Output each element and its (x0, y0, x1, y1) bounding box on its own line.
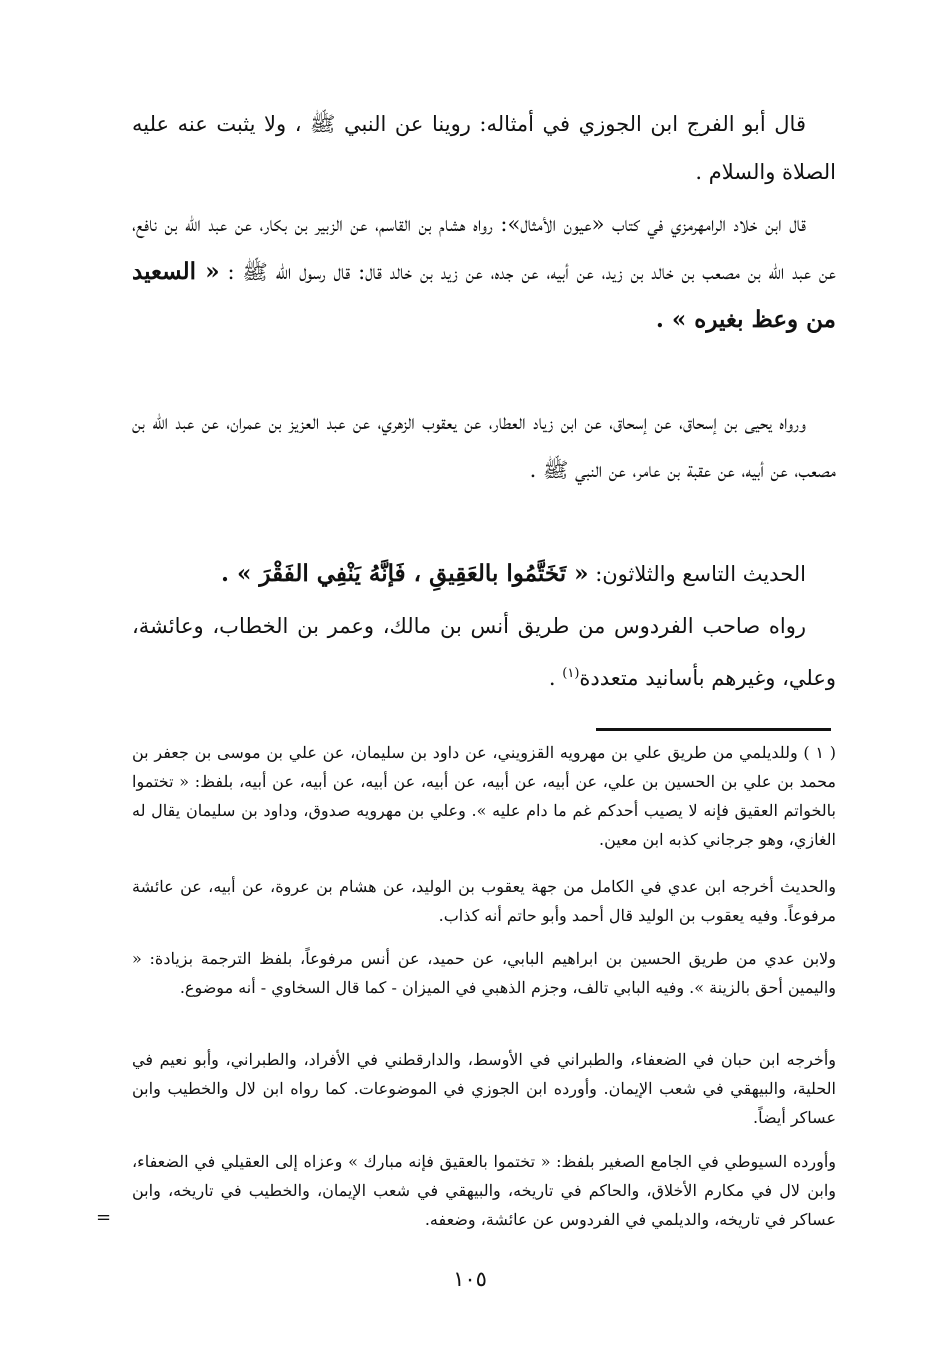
paragraph-1: قال أبو الفرج ابن الجوزي في أمثاله: روينا عن النبي ﷺ ، ولا يثبت عنه عليه الصلاة والسلام . (132, 112, 836, 184)
paragraph-3: ورواه يحيى بن إسحاق، عن إسحاق، عن ابن زياد العطار، عن يعقوب الزهري، عن عبد العزيز بن عمران، عن عبد الله بن مصعب، عن أبيه، عن عقبة بن عامر، عن النبي ﷺ . (132, 410, 836, 482)
footnote-divider (596, 728, 831, 731)
footnote-5: وأورده السيوطي في الجامع الصغير بلفظ: « تختموا بالعقيق فإنه مبارك » وعزاه إلى العقيلي في الضعفاء، وابن لال في مكارم الأخلاق، والحاكم في تاريخه، والبيهقي في شعب الإيمان، والخطيب في تاريخه، وابن عساكر في تاريخه، والديلمي في الفردوس عن عائشة، وضعفه. (132, 1152, 836, 1229)
paragraph-2-text: قال ابن خلاد الرامهرمزي في كتاب «عيون الأمثال»: رواه هشام بن القاسم، عن الزبير بن بكار، عن عبد الله بن نافع، عن عبد الله بن مصعب بن خالد بن زيد، عن أبيه، عن جده، عن زيد بن خالد قال: قال رسول الله ﷺ : (132, 212, 836, 284)
paragraph-5-end: . (548, 666, 563, 690)
footnote-2: والحديث أخرجه ابن عدي في الكامل من جهة يعقوب بن الوليد، عن هشام بن عروة، عن أبيه، عن عائشة مرفوعاً. وفيه يعقوب بن الوليد قال أحمد وأبو حاتم أنه كذاب. (132, 877, 836, 925)
paragraph-5 (132, 602, 836, 702)
hadith-quote-2: « تَخَتَّمُوا بالعَقِيقِ ، فَإنَّهُ يَنْفِي الفَقْرَ » . (220, 560, 589, 587)
hadith-heading (132, 550, 836, 598)
hadith-quote-1: « السعيد من وعظ بغيره » . (132, 258, 836, 333)
paragraph-5-text: رواه صاحب الفردوس من طريق أنس بن مالك، وعمر بن الخطاب، وعائشة، وعلي، وغيرهم بأسانيد متعددة (132, 614, 836, 690)
footnote-3: ولابن عدي من طريق الحسين بن ابراهيم البابي، عن حميد، عن أنس مرفوعاً، بلفظ الترجمة بزيادة: « واليمين أحق بالزينة ». وفيه البابي تالف، وجزم الذهبي في الميزان - كما قال السخاوي - أنه موضوع. (132, 949, 836, 997)
footnote-ref: (١) (562, 666, 580, 681)
hadith-heading-lead: الحديث التاسع والثلاثون: (595, 562, 806, 586)
paragraph-2 (132, 200, 836, 344)
continuation-mark: = (96, 1207, 112, 1228)
page-number: ١٠٥ (453, 1267, 487, 1291)
footnote-4: وأخرجه ابن حبان في الضعفاء، والطبراني في الأوسط، والدارقطني في الأفراد، والطبراني، وأبو نعيم في الحلية، والبيهقي في شعب الإيمان. وأورده ابن الجوزي في الموضوعات. كما رواه ابن لال والخطيب وابن عساكر أيضاً. (132, 1050, 836, 1127)
footnote-1: ( ١ ) وللديلمي من طريق علي بن مهرويه القزويني، عن داود بن سليمان، عن علي بن موسى بن جعفر بن محمد بن علي بن الحسين بن علي، عن أبيه، عن أبيه، عن أبيه، عن أبيه، عن أبيه، عن أبيه، بلفظ: « تختموا بالخواتم العقيق فإنه لا يصيب أحدكم غم ما دام عليه ». وعلي بن مهرويه صدوق، وداود بن سليمان يقال له الغازي، وهو جرجاني كذبه ابن معين. (132, 743, 837, 849)
